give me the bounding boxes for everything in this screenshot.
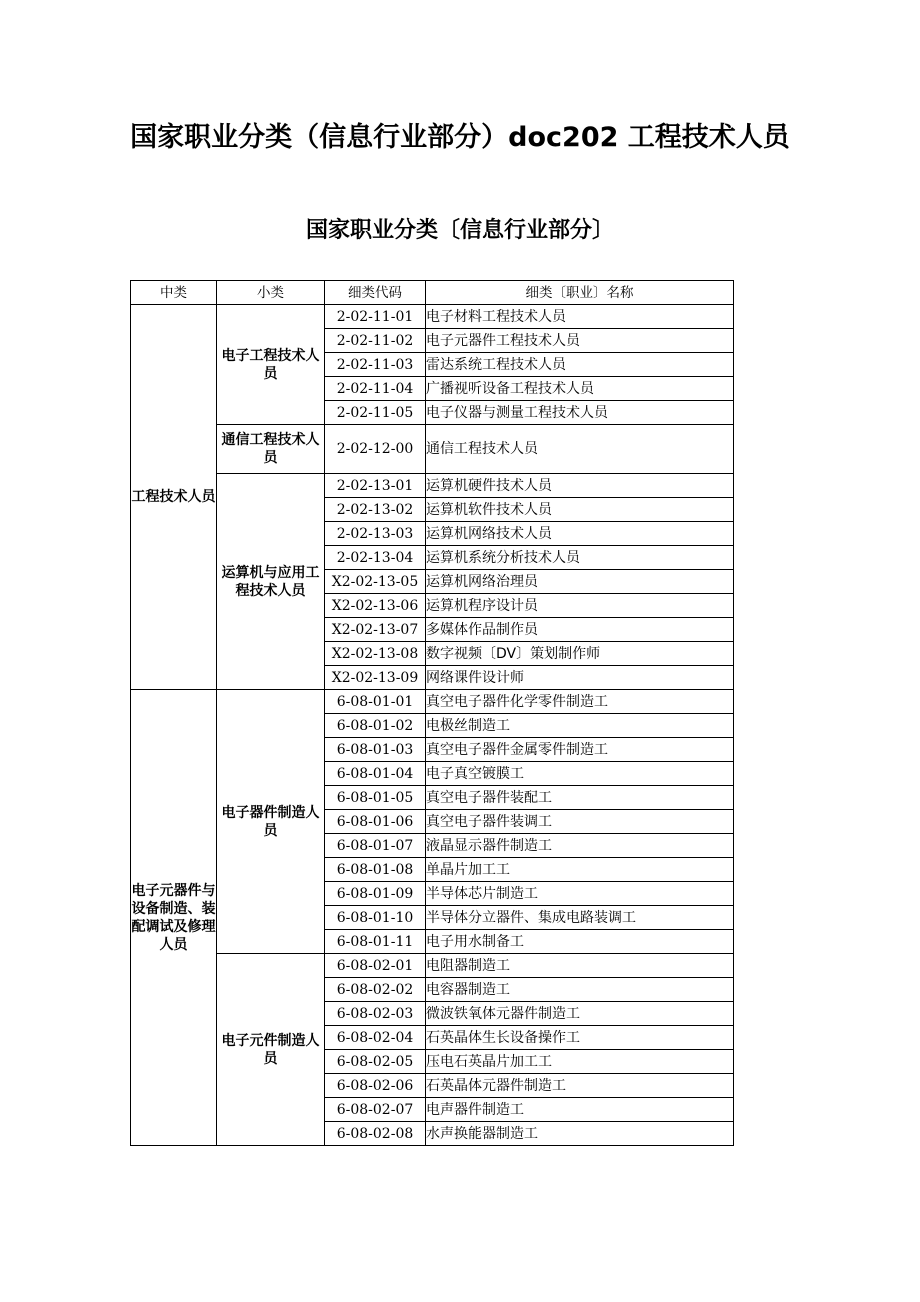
header-detail-code: 细类代码 xyxy=(325,281,426,305)
occupation-name-cell: 石英晶体生长设备操作工 xyxy=(426,1026,734,1050)
occupation-name-cell: 单晶片加工工 xyxy=(426,858,734,882)
detail-code-cell: X2-02-13-06 xyxy=(325,594,426,618)
occupation-table xyxy=(130,280,734,1146)
occupation-name-cell: 电声器件制造工 xyxy=(426,1098,734,1122)
occupation-name-cell: 电子真空镀膜工 xyxy=(426,762,734,786)
detail-code-cell: 6-08-01-07 xyxy=(325,834,426,858)
small-category-cell: 电子工程技术人员 xyxy=(217,305,325,425)
occupation-name-cell: 电极丝制造工 xyxy=(426,714,734,738)
detail-code-cell: 2-02-12-00 xyxy=(325,425,426,474)
detail-code-cell: 2-02-13-01 xyxy=(325,474,426,498)
table-row xyxy=(131,474,734,498)
occupation-name-cell: 运算机软件技术人员 xyxy=(426,498,734,522)
detail-code-cell: 2-02-13-04 xyxy=(325,546,426,570)
occupation-name-cell: 石英晶体元器件制造工 xyxy=(426,1074,734,1098)
occupation-name-cell: 半导体分立器件、集成电路装调工 xyxy=(426,906,734,930)
occupation-name-cell: 液晶显示器件制造工 xyxy=(426,834,734,858)
occupation-name-cell: 广播视听设备工程技术人员 xyxy=(426,377,734,401)
header-middle-category: 中类 xyxy=(131,281,217,305)
detail-code-cell: 6-08-01-10 xyxy=(325,906,426,930)
occupation-name-cell: 通信工程技术人员 xyxy=(426,425,734,474)
occupation-name-cell: 真空电子器件金属零件制造工 xyxy=(426,738,734,762)
detail-code-cell: 2-02-11-01 xyxy=(325,305,426,329)
detail-code-cell: X2-02-13-05 xyxy=(325,570,426,594)
small-category-cell: 运算机与应用工程技术人员 xyxy=(217,474,325,690)
detail-code-cell: X2-02-13-07 xyxy=(325,618,426,642)
detail-code-cell: 2-02-13-02 xyxy=(325,498,426,522)
occupation-name-cell: 压电石英晶片加工工 xyxy=(426,1050,734,1074)
table-row xyxy=(131,425,734,474)
detail-code-cell: 6-08-02-05 xyxy=(325,1050,426,1074)
occupation-name-cell: 电子用水制备工 xyxy=(426,930,734,954)
detail-code-cell: 6-08-01-08 xyxy=(325,858,426,882)
small-category-cell: 电子器件制造人员 xyxy=(217,690,325,954)
occupation-name-cell: 电阻器制造工 xyxy=(426,954,734,978)
detail-code-cell: 2-02-11-05 xyxy=(325,401,426,425)
occupation-name-cell: 网络课件设计师 xyxy=(426,666,734,690)
detail-code-cell: 6-08-02-03 xyxy=(325,1002,426,1026)
detail-code-cell: 6-08-01-04 xyxy=(325,762,426,786)
small-category-cell: 电子元件制造人员 xyxy=(217,954,325,1146)
header-small-category: 小类 xyxy=(217,281,325,305)
detail-code-cell: 6-08-02-04 xyxy=(325,1026,426,1050)
occupation-name-cell: 运算机网络技术人员 xyxy=(426,522,734,546)
detail-code-cell: 2-02-11-04 xyxy=(325,377,426,401)
detail-code-cell: 6-08-02-06 xyxy=(325,1074,426,1098)
occupation-name-cell: 运算机系统分析技术人员 xyxy=(426,546,734,570)
header-occupation-name: 细类〔职业〕名称 xyxy=(426,281,734,305)
middle-category-cell: 电子元器件与设备制造、装配调试及修理人员 xyxy=(131,690,217,1146)
detail-code-cell: X2-02-13-09 xyxy=(325,666,426,690)
occupation-name-cell: 多媒体作品制作员 xyxy=(426,618,734,642)
occupation-name-cell: 运算机硬件技术人员 xyxy=(426,474,734,498)
detail-code-cell: 6-08-02-01 xyxy=(325,954,426,978)
detail-code-cell: 6-08-01-11 xyxy=(325,930,426,954)
occupation-name-cell: 半导体芯片制造工 xyxy=(426,882,734,906)
table-row xyxy=(131,690,734,714)
detail-code-cell: 6-08-01-01 xyxy=(325,690,426,714)
occupation-name-cell: 真空电子器件装调工 xyxy=(426,810,734,834)
detail-code-cell: X2-02-13-08 xyxy=(325,642,426,666)
document-subtitle: 国家职业分类〔信息行业部分〕 xyxy=(305,218,614,243)
document-title: 国家职业分类（信息行业部分）doc202 工程技术人员 xyxy=(130,122,790,153)
detail-code-cell: 6-08-01-06 xyxy=(325,810,426,834)
occupation-name-cell: 运算机程序设计员 xyxy=(426,594,734,618)
detail-code-cell: 6-08-02-02 xyxy=(325,978,426,1002)
detail-code-cell: 6-08-02-08 xyxy=(325,1122,426,1146)
occupation-name-cell: 电子仪器与测量工程技术人员 xyxy=(426,401,734,425)
occupation-name-cell: 雷达系统工程技术人员 xyxy=(426,353,734,377)
detail-code-cell: 2-02-11-03 xyxy=(325,353,426,377)
detail-code-cell: 6-08-02-07 xyxy=(325,1098,426,1122)
middle-category-cell: 工程技术人员 xyxy=(131,305,217,690)
occupation-name-cell: 水声换能器制造工 xyxy=(426,1122,734,1146)
table-row xyxy=(131,954,734,978)
detail-code-cell: 6-08-01-02 xyxy=(325,714,426,738)
occupation-name-cell: 电子元器件工程技术人员 xyxy=(426,329,734,353)
occupation-name-cell: 真空电子器件化学零件制造工 xyxy=(426,690,734,714)
detail-code-cell: 6-08-01-05 xyxy=(325,786,426,810)
occupation-name-cell: 运算机网络治理员 xyxy=(426,570,734,594)
occupation-name-cell: 真空电子器件装配工 xyxy=(426,786,734,810)
detail-code-cell: 2-02-11-02 xyxy=(325,329,426,353)
occupation-name-cell: 电子材料工程技术人员 xyxy=(426,305,734,329)
detail-code-cell: 6-08-01-09 xyxy=(325,882,426,906)
table-row xyxy=(131,305,734,329)
occupation-name-cell: 电容器制造工 xyxy=(426,978,734,1002)
table-body xyxy=(131,305,734,1146)
occupation-name-cell: 数字视频〔DV〕策划制作师 xyxy=(426,642,734,666)
detail-code-cell: 6-08-01-03 xyxy=(325,738,426,762)
detail-code-cell: 2-02-13-03 xyxy=(325,522,426,546)
table-header-row xyxy=(131,281,734,305)
occupation-name-cell: 微波铁氧体元器件制造工 xyxy=(426,1002,734,1026)
small-category-cell: 通信工程技术人员 xyxy=(217,425,325,474)
